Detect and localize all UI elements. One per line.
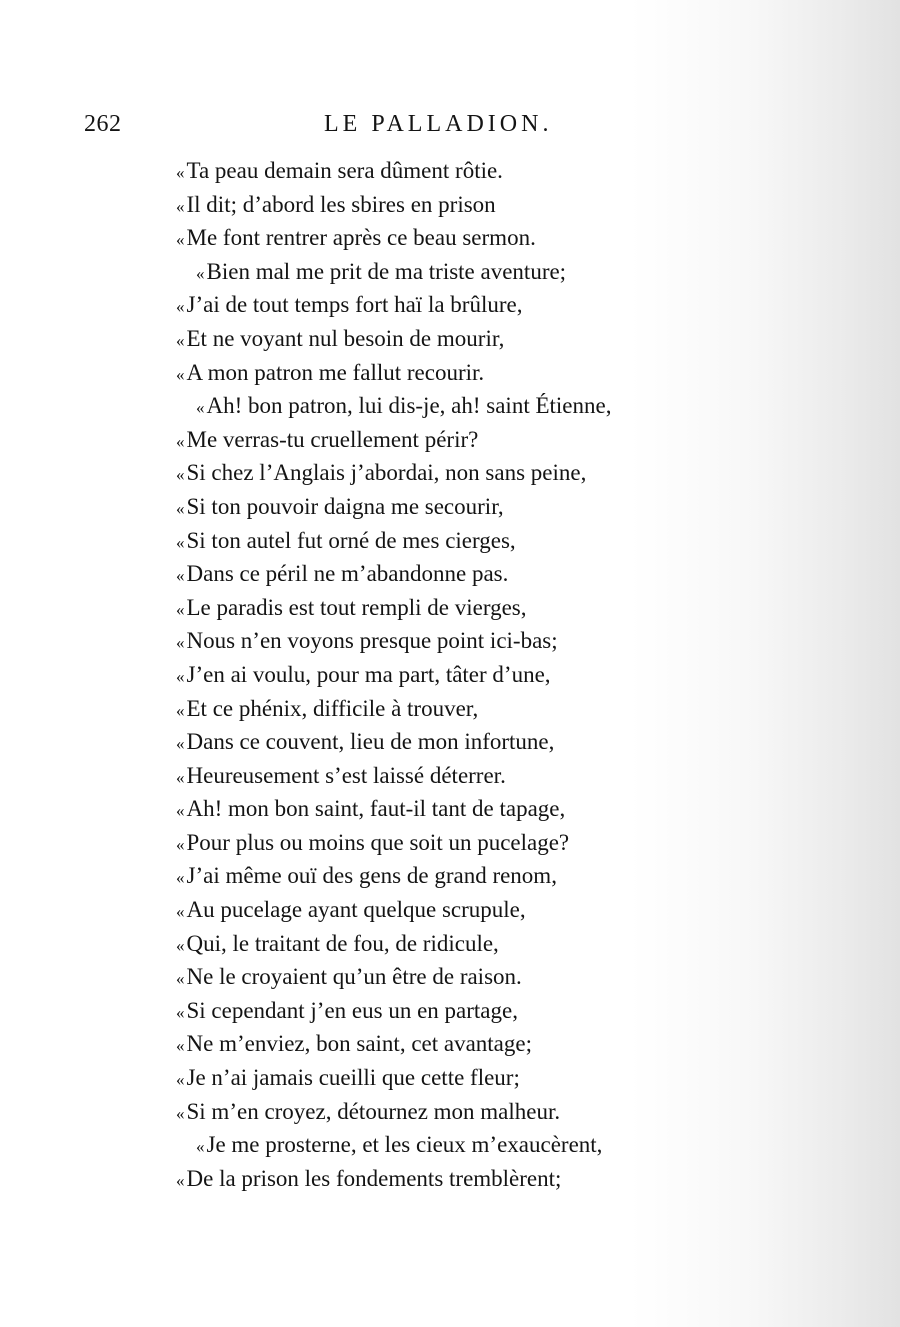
verse-line	[176, 288, 736, 322]
quotation-mark: «	[176, 1170, 185, 1190]
verse-text: Et ne voyant nul besoin de mourir,	[186, 325, 505, 351]
verse-line	[176, 792, 736, 826]
verse-text: J’ai de tout temps fort haï la brûlure,	[186, 292, 523, 318]
verse-line	[176, 624, 736, 658]
verse-line	[176, 221, 736, 255]
quotation-mark: «	[176, 935, 185, 955]
quotation-mark: «	[176, 297, 185, 317]
verse-line	[176, 423, 736, 457]
verse-line	[176, 490, 736, 524]
verse-text: Heureusement s’est laissé déterrer.	[186, 762, 506, 788]
quotation-mark: «	[176, 196, 185, 216]
verse-text: J’ai même ouï des gens de grand renom,	[186, 863, 557, 889]
verse-text: J’en ai voulu, pour ma part, tâter d’une,	[186, 661, 551, 687]
verse-line	[176, 725, 736, 759]
quotation-mark: «	[176, 431, 185, 451]
verse-text: Bien mal me prit de ma triste aventure;	[206, 258, 567, 284]
quotation-mark: «	[196, 263, 205, 283]
verse-line	[176, 188, 736, 222]
verse-line	[176, 859, 736, 893]
verse-text: Pour plus ou moins que soit un pucelage?	[186, 829, 570, 855]
verse-text: Ta peau demain sera dûment rôtie.	[186, 158, 503, 183]
verse-text: Si cependant j’en eus un en partage,	[186, 997, 518, 1023]
quotation-mark: «	[176, 834, 185, 854]
verse-text: Je me prosterne, et les cieux m’exaucèrent,	[206, 1132, 603, 1158]
quotation-mark: «	[176, 465, 185, 485]
quotation-mark: «	[176, 498, 185, 518]
quotation-mark: «	[176, 767, 185, 787]
verse-text: Qui, le traitant de fou, de ridicule,	[186, 930, 499, 956]
verse-text: Je n’ai jamais cueilli que cette fleur;	[186, 1065, 520, 1091]
verse-text: Si ton autel fut orné de mes cierges,	[186, 527, 516, 553]
verse-line	[176, 1162, 736, 1196]
quotation-mark: «	[176, 666, 185, 686]
verse-text: Au pucelage ayant quelque scrupule,	[186, 897, 526, 923]
verse-line	[176, 255, 736, 289]
verse-text: Me verras-tu cruellement périr?	[186, 426, 479, 452]
quotation-mark: «	[176, 330, 185, 350]
verse-text: Le paradis est tout rempli de vierges,	[186, 594, 527, 620]
quotation-mark: «	[176, 633, 185, 653]
verse-line	[176, 356, 736, 390]
verse-text: Si m’en croyez, détournez mon malheur.	[186, 1098, 561, 1124]
verse-line	[176, 1095, 736, 1129]
verse-text: Dans ce couvent, lieu de mon infortune,	[186, 729, 555, 755]
verse-text: Ah! bon patron, lui dis-je, ah! saint Étienne,	[206, 393, 612, 419]
quotation-mark: «	[176, 566, 185, 586]
verse-line	[176, 893, 736, 927]
verse-line	[176, 154, 736, 188]
quotation-mark: «	[176, 1070, 185, 1090]
verse-text: De la prison les fondements tremblèrent;	[186, 1165, 562, 1191]
verse-line	[176, 456, 736, 490]
verse-line	[176, 658, 736, 692]
verse-text: Ne le croyaient qu’un être de raison.	[186, 964, 522, 990]
quotation-mark: «	[176, 599, 185, 619]
verse-line	[176, 927, 736, 961]
quotation-mark: «	[176, 230, 185, 250]
quotation-mark: «	[176, 1103, 185, 1123]
verse-line	[176, 759, 736, 793]
verse-line	[176, 524, 736, 558]
quotation-mark: «	[176, 801, 185, 821]
quotation-mark: «	[176, 364, 185, 384]
verse-line	[176, 1128, 736, 1162]
verse-line	[176, 692, 736, 726]
quotation-mark: «	[196, 1137, 205, 1157]
verse-text: Si chez l’Anglais j’abordai, non sans peine,	[186, 460, 587, 486]
verse-line	[176, 1061, 736, 1095]
verse-line	[176, 389, 736, 423]
quotation-mark: «	[176, 868, 185, 888]
verse-line	[176, 322, 736, 356]
verse-text: Me font rentrer après ce beau sermon.	[186, 225, 536, 251]
verse-line	[176, 1027, 736, 1061]
verse-text: Ah! mon bon saint, faut-il tant de tapage,	[186, 796, 566, 822]
verse-line	[176, 960, 736, 994]
page-number: 262	[84, 111, 122, 137]
verse-text: Si ton pouvoir daigna me secourir,	[186, 493, 504, 519]
verse-text: Nous n’en voyons presque point ici-bas;	[186, 628, 558, 654]
quotation-mark: «	[176, 700, 185, 720]
quotation-mark: «	[176, 163, 185, 182]
verse-line	[176, 591, 736, 625]
running-title: LE PALLADION.	[324, 111, 553, 137]
verse-line	[176, 994, 736, 1028]
verse-text: Dans ce péril ne m’abandonne pas.	[186, 561, 509, 587]
quotation-mark: «	[176, 1002, 185, 1022]
quotation-mark: «	[176, 734, 185, 754]
quotation-mark: «	[176, 1036, 185, 1056]
verse-line	[176, 557, 736, 591]
quotation-mark: «	[176, 969, 185, 989]
quotation-mark: «	[176, 532, 185, 552]
verse-line	[176, 826, 736, 860]
quotation-mark: «	[196, 398, 205, 418]
verse-text: Il dit; d’abord les sbires en prison	[186, 191, 496, 217]
verse-text: Ne m’enviez, bon saint, cet avantage;	[186, 1031, 532, 1057]
verse-block	[176, 154, 736, 1195]
verse-text: Et ce phénix, difficile à trouver,	[186, 695, 479, 721]
quotation-mark: «	[176, 902, 185, 922]
verse-text: A mon patron me fallut recourir.	[186, 359, 485, 385]
